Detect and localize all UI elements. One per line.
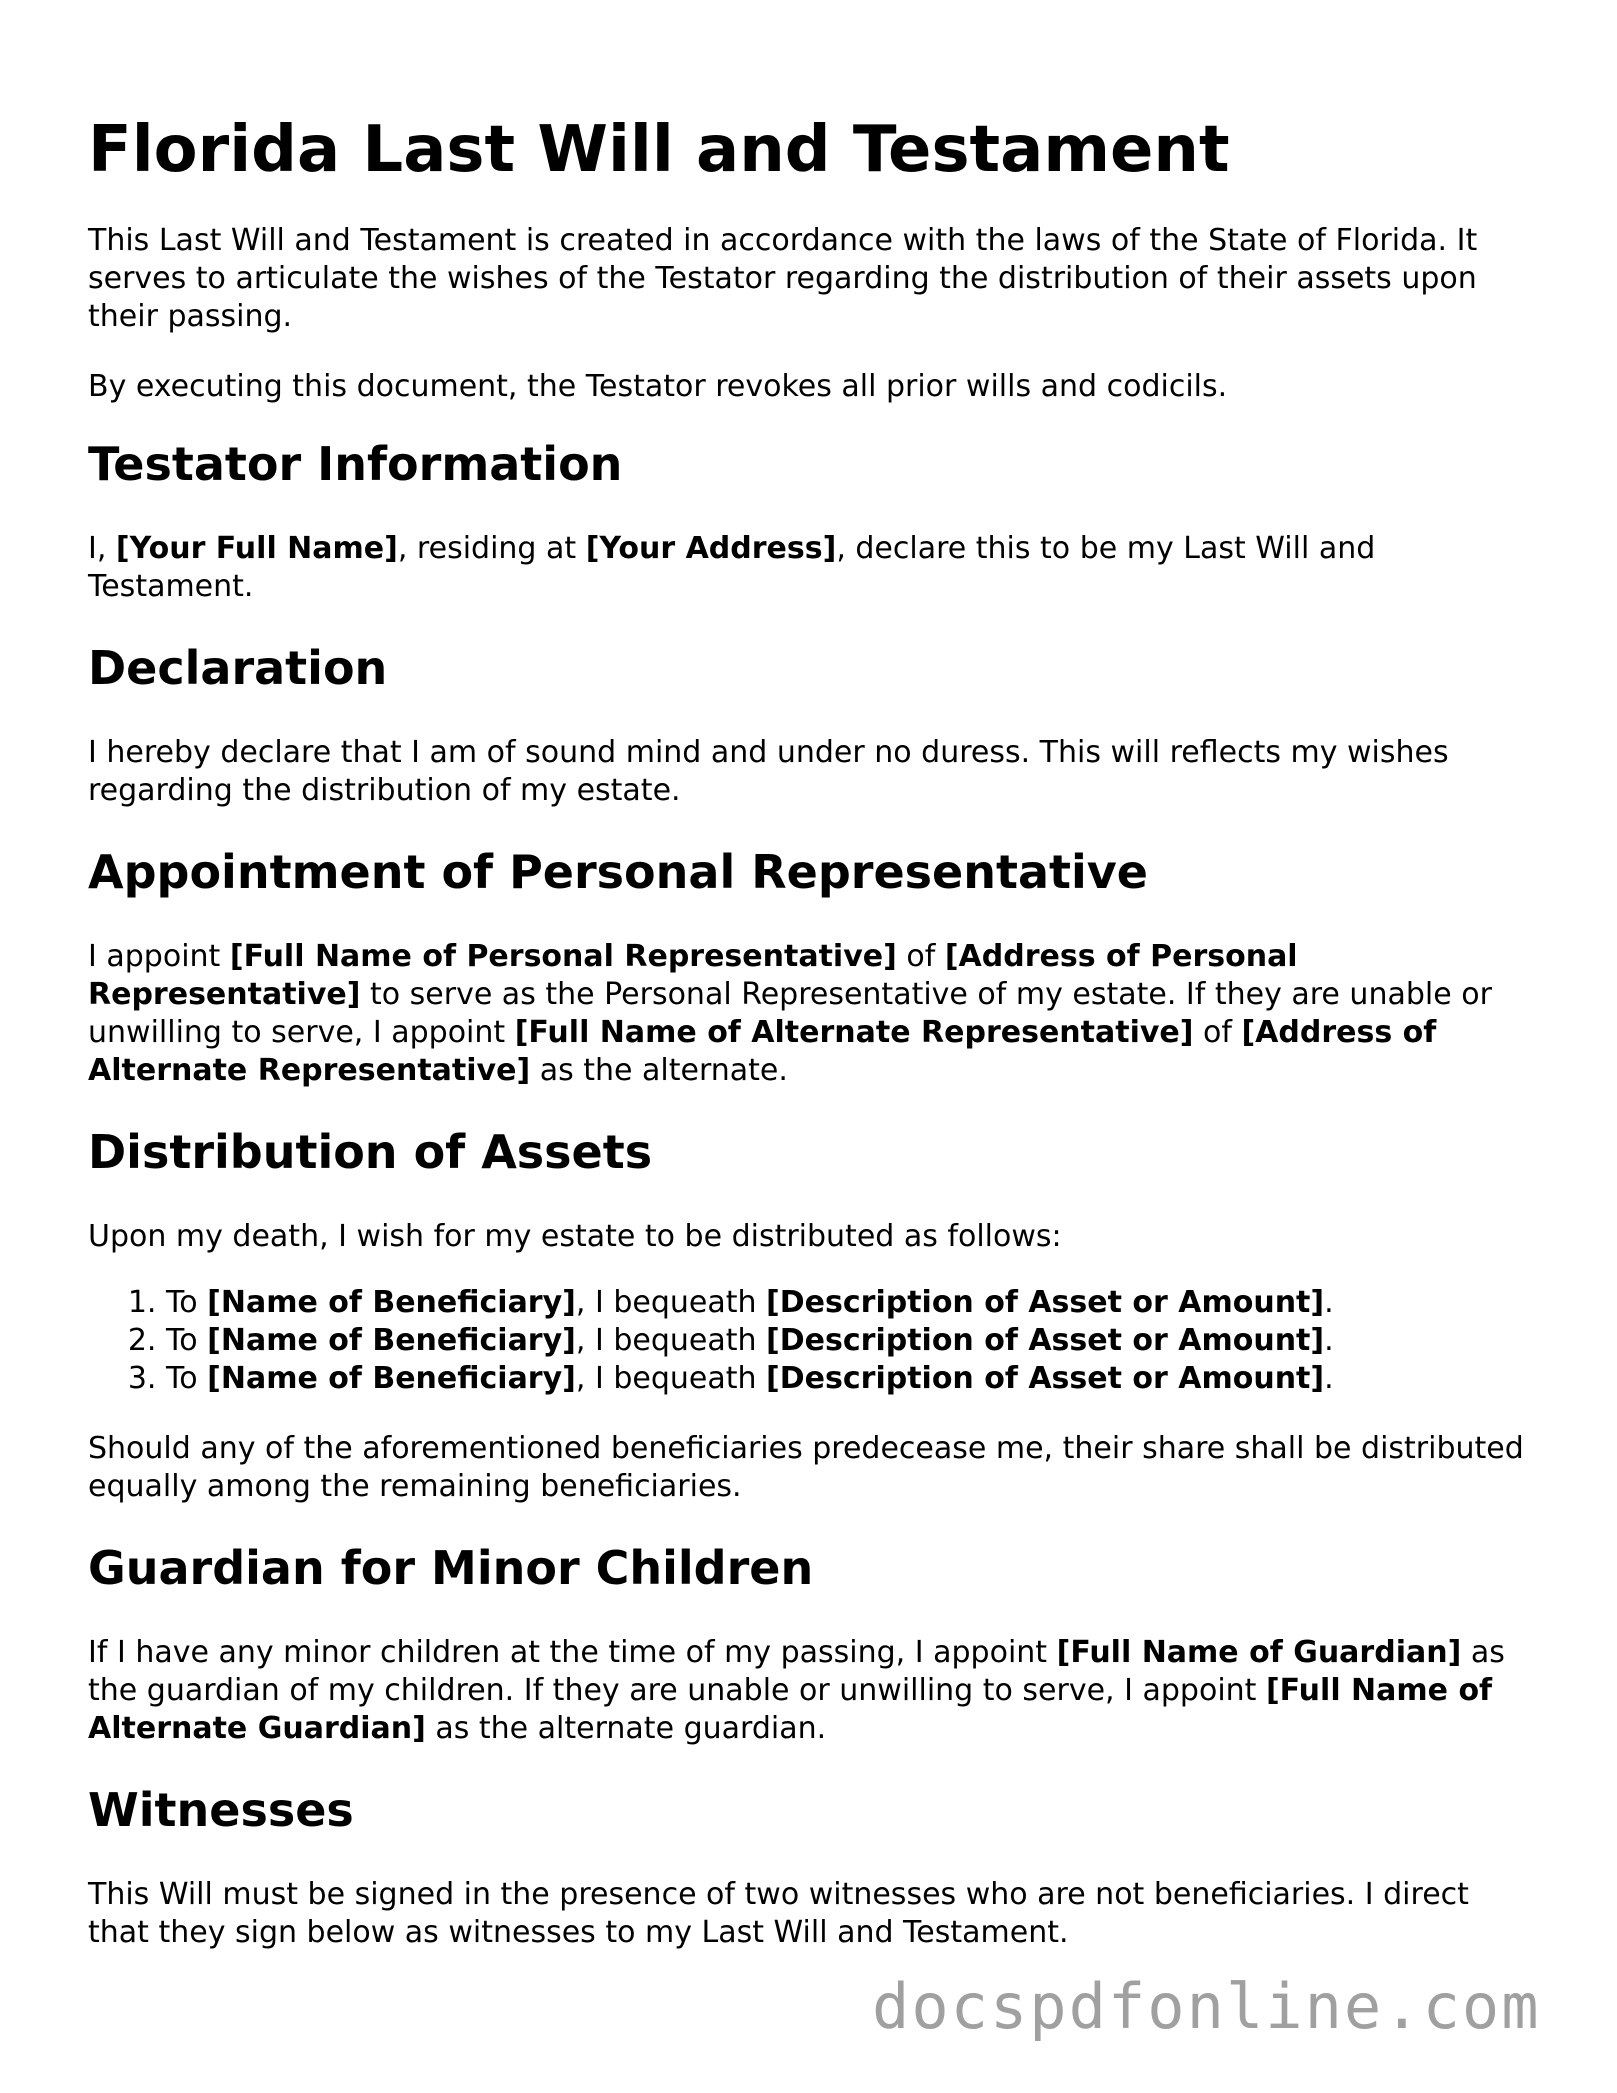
text-segment: .: [1324, 1323, 1334, 1358]
asset-placeholder: [Description of Asset or Amount]: [766, 1285, 1325, 1320]
text-segment: as the alternate.: [530, 1053, 788, 1088]
representative-paragraph: [88, 938, 1528, 1090]
declaration-paragraph: I hereby declare that I am of sound mind and under no duress. This will reflects my wishes regarding the distribution of my estate.: [88, 735, 1449, 808]
beneficiary-name-placeholder: [Name of Beneficiary]: [207, 1361, 576, 1396]
guardian-paragraph: [88, 1634, 1528, 1748]
representative-name-placeholder: [Full Name of Personal Representative]: [229, 939, 897, 974]
witnesses-paragraph: This Will must be signed in the presence of two witnesses who are not beneficiaries. I direct that they sign below as witnesses to my Last Will and Testament.: [88, 1877, 1469, 1950]
watermark: docspdfonline.com: [872, 1970, 1541, 2043]
testator-paragraph: [88, 530, 1528, 606]
text-segment: .: [1324, 1285, 1334, 1320]
text-segment: I appoint: [88, 939, 230, 974]
distribution-heading: Distribution of Assets: [88, 1125, 653, 1179]
text-segment: as the guardian of my children. If they are unable or unwilling to serve, I appoint: [88, 1635, 1505, 1708]
revocation-paragraph: By executing this document, the Testator revokes all prior wills and codicils.: [88, 369, 1228, 404]
asset-placeholder: [Description of Asset or Amount]: [766, 1323, 1325, 1358]
testator-heading: Testator Information: [88, 437, 623, 491]
text-segment: , I bequeath: [575, 1285, 767, 1320]
intro-paragraph: This Last Will and Testament is created in accordance with the laws of the State of Florida. It serves to articulate the wishes of the Testator regarding the distribution of their assets upon their passing.: [88, 223, 1478, 334]
list-item: [166, 1322, 1528, 1360]
text-segment: .: [1324, 1361, 1334, 1396]
beneficiary-name-placeholder: [Name of Beneficiary]: [207, 1323, 576, 1358]
list-item: [166, 1360, 1528, 1398]
guardian-name-placeholder: [Full Name of Guardian]: [1056, 1635, 1462, 1670]
text-segment: I,: [88, 531, 116, 566]
text-segment: To: [166, 1361, 208, 1396]
witnesses-heading: Witnesses: [88, 1783, 354, 1837]
text-segment: If I have any minor children at the time of my passing, I appoint: [88, 1635, 1057, 1670]
alternate-guardian-name-placeholder: [Full Name of Alternate Guardian]: [88, 1673, 1493, 1746]
testator-address-placeholder: [Your Address]: [585, 531, 837, 566]
text-segment: To: [166, 1323, 208, 1358]
text-segment: of: [896, 939, 945, 974]
text-segment: , residing at: [397, 531, 586, 566]
text-segment: , declare this to be my Last Will and Testament.: [88, 531, 1376, 604]
beneficiary-name-placeholder: [Name of Beneficiary]: [207, 1285, 576, 1320]
text-segment: to serve as the Personal Representative of my estate. If they are unable or unwilling to serve, I appoint: [88, 977, 1492, 1050]
text-segment: of: [1193, 1015, 1242, 1050]
text-segment: , I bequeath: [575, 1361, 767, 1396]
beneficiary-list: [88, 1284, 1528, 1398]
alternate-representative-name-placeholder: [Full Name of Alternate Representative]: [514, 1015, 1194, 1050]
alternate-representative-address-placeholder: [Address of Alternate Representative]: [88, 1015, 1437, 1088]
text-segment: , I bequeath: [575, 1323, 767, 1358]
representative-address-placeholder: [Address of Personal Representative]: [88, 939, 1298, 1012]
asset-placeholder: [Description of Asset or Amount]: [766, 1361, 1325, 1396]
distribution-intro: Upon my death, I wish for my estate to be distributed as follows:: [88, 1219, 1062, 1254]
text-segment: as the alternate guardian.: [425, 1711, 827, 1746]
document-page: [88, 108, 1528, 1984]
distribution-closing: Should any of the aforementioned beneficiaries predecease me, their share shall be distributed equally among the remaining beneficiaries.: [88, 1431, 1524, 1504]
text-segment: To: [166, 1285, 208, 1320]
list-item: [166, 1284, 1528, 1322]
testator-name-placeholder: [Your Full Name]: [115, 531, 398, 566]
document-title: Florida Last Will and Testament: [88, 113, 1230, 187]
guardian-heading: Guardian for Minor Children: [88, 1541, 814, 1595]
declaration-heading: Declaration: [88, 641, 388, 695]
representative-heading: Appointment of Personal Representative: [88, 845, 1148, 899]
